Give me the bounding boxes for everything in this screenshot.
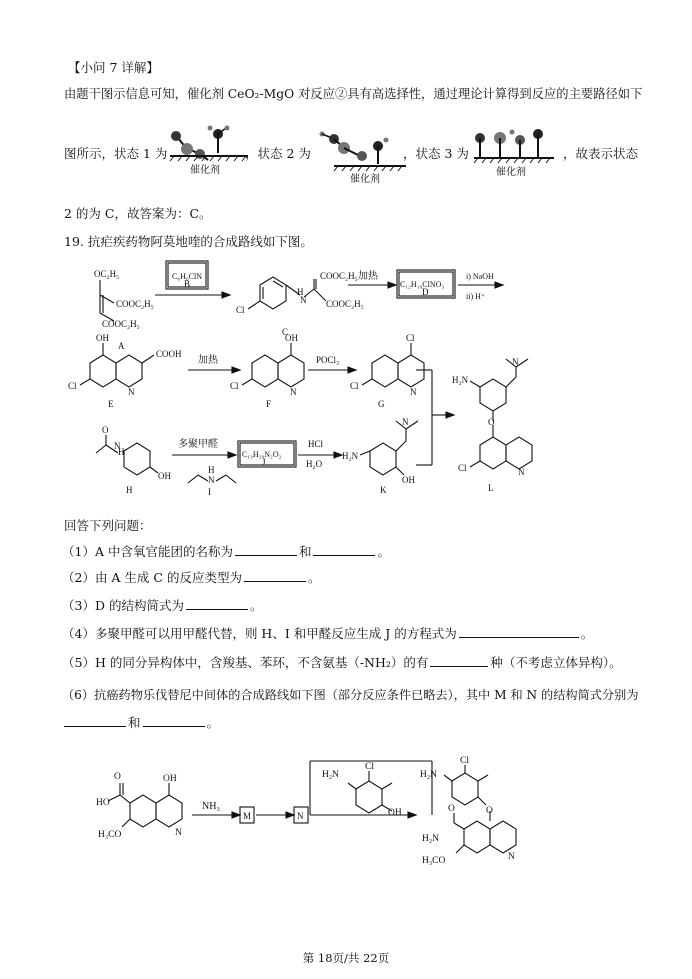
svg-text:N: N bbox=[114, 441, 121, 451]
svg-text:COOC₂H₅: COOC₂H₅ bbox=[320, 271, 358, 281]
answer-line-2a: 图所示，状态 1 为 bbox=[64, 146, 168, 161]
svg-text:COOC₂H₅: COOC₂H₅ bbox=[116, 299, 154, 309]
answer-line-3: 2 的为 C，故答案为：C。 bbox=[64, 206, 212, 221]
svg-text:H₂N: H₂N bbox=[420, 770, 438, 780]
label-K: K bbox=[380, 485, 387, 495]
svg-text:H₂N: H₂N bbox=[452, 375, 469, 385]
question-6-cont: 和 。 bbox=[62, 714, 219, 731]
state-2-image bbox=[314, 122, 406, 184]
label-D: D bbox=[422, 287, 429, 297]
label-B: B bbox=[184, 279, 191, 289]
question-6: （6）抗癌药物乐伐替尼中间体的合成路线如下图（部分反应条件已略去），其中 M 和 N 的结构简式分别为 bbox=[62, 688, 639, 702]
svg-text:O: O bbox=[448, 804, 455, 814]
answer-blank-6b[interactable] bbox=[143, 714, 205, 727]
answer-blank-3[interactable] bbox=[186, 597, 248, 610]
svg-text:H: H bbox=[118, 447, 125, 457]
answer-line-2b: ，状态 2 为 bbox=[245, 146, 311, 161]
question-2: （2）由 A 生成 C 的反应类型为 。 bbox=[62, 570, 321, 585]
svg-text:Cl: Cl bbox=[350, 381, 359, 391]
svg-text:COOC₂H₅: COOC₂H₅ bbox=[326, 299, 364, 309]
label-L: L bbox=[488, 483, 494, 493]
amodiaquine-synthesis-scheme bbox=[0, 255, 692, 515]
reagent-paraform: 多聚甲醛 bbox=[178, 439, 218, 450]
reagent-pocl3: POCl₃ bbox=[316, 355, 340, 365]
answer-blank-1a[interactable] bbox=[235, 543, 297, 556]
svg-text:H₃CO: H₃CO bbox=[422, 856, 446, 866]
label-E: E bbox=[108, 399, 114, 409]
svg-text:N: N bbox=[290, 387, 297, 397]
svg-text:Cl: Cl bbox=[460, 756, 469, 766]
svg-text:N: N bbox=[512, 357, 519, 367]
svg-text:N: N bbox=[300, 295, 307, 305]
svg-text:Cl: Cl bbox=[230, 381, 239, 391]
svg-text:OH: OH bbox=[402, 475, 415, 485]
svg-text:OH: OH bbox=[285, 333, 298, 343]
svg-text:OH: OH bbox=[96, 333, 109, 343]
answer-header: 【小问 7 详解】 bbox=[68, 60, 159, 75]
reagent-D: C₁₂H₁₀ClNO₃ bbox=[400, 280, 445, 289]
svg-text:O: O bbox=[486, 806, 493, 816]
svg-text:H₃CO: H₃CO bbox=[98, 830, 122, 840]
svg-text:H: H bbox=[297, 287, 304, 297]
answer-blank-5[interactable] bbox=[430, 654, 488, 667]
box-N: N bbox=[297, 811, 304, 821]
svg-text:H: H bbox=[208, 465, 215, 475]
question-19-intro: 19. 抗疟疾药物阿莫地喹的合成路线如下图。 bbox=[64, 234, 313, 249]
label-G: G bbox=[378, 399, 385, 409]
question-3: （3）D 的结构简式为 。 bbox=[62, 598, 263, 613]
catalyst-label-1: 催化剂 bbox=[190, 165, 220, 176]
state-1-image bbox=[160, 118, 250, 178]
svg-text:OH: OH bbox=[163, 774, 177, 784]
label-C: C bbox=[282, 327, 289, 337]
reagent-hplus: ii) H⁺ bbox=[466, 292, 486, 301]
svg-text:OH: OH bbox=[158, 471, 171, 481]
answer-blank-2[interactable] bbox=[244, 569, 306, 582]
answer-line-2c: ，状态 3 为 bbox=[403, 146, 469, 161]
question-5: （5）H 的同分异构体中，含羧基、苯环，不含氨基（-NH₂）的有 种（不考虑立体异构）。 bbox=[62, 655, 622, 670]
label-A: A bbox=[118, 341, 125, 351]
page-footer: 第 18页/共 22页 bbox=[302, 951, 390, 965]
answer-blank-4[interactable] bbox=[459, 625, 579, 638]
answer-prompt: 回答下列问题： bbox=[64, 518, 152, 533]
reagent-naoh: i) NaOH bbox=[466, 272, 494, 281]
box-M: M bbox=[243, 811, 252, 821]
svg-text:N: N bbox=[410, 387, 417, 397]
svg-text:Cl: Cl bbox=[68, 381, 77, 391]
label-F: F bbox=[266, 399, 272, 409]
svg-text:O: O bbox=[102, 425, 109, 435]
reagent-hcl: HCl bbox=[308, 439, 324, 449]
answer-line-1: 由题干图示信息可知，催化剂 CeO₂-MgO 对反应②具有高选择性，通过理论计算得到反应的主要路径如下 bbox=[64, 87, 643, 101]
reagent-B: C₆H₆ClN bbox=[172, 272, 203, 281]
svg-text:N: N bbox=[208, 475, 215, 485]
catalyst-label-3: 催化剂 bbox=[496, 167, 526, 178]
question-4: （4）多聚甲醛可以用甲醛代替，则 H、I 和甲醛反应生成 J 的方程式为 。 bbox=[62, 626, 594, 641]
svg-text:N: N bbox=[518, 467, 525, 477]
svg-text:Cl: Cl bbox=[365, 762, 374, 772]
svg-text:COOC₂H₅: COOC₂H₅ bbox=[102, 319, 140, 329]
reagent-nh3: NH₃ bbox=[202, 801, 220, 812]
reagent-J: C₁₃H₂₀N₂O₂ bbox=[242, 450, 282, 459]
reagent-h2o: H₂O bbox=[306, 459, 323, 469]
answer-blank-6a[interactable] bbox=[64, 714, 126, 727]
svg-text:H₂N: H₂N bbox=[422, 834, 440, 844]
svg-text:O: O bbox=[488, 417, 495, 427]
svg-text:OC₂H₅: OC₂H₅ bbox=[94, 269, 120, 279]
svg-text:COOH: COOH bbox=[156, 349, 182, 359]
svg-text:N: N bbox=[128, 387, 135, 397]
reagent-heat-2: 加热 bbox=[198, 355, 218, 366]
svg-text:N: N bbox=[508, 852, 515, 862]
question-1: （1）A 中含氧官能团的名称为 和 。 bbox=[62, 544, 390, 559]
label-H: H bbox=[126, 485, 133, 495]
svg-text:Cl: Cl bbox=[236, 305, 245, 315]
svg-text:H₂N: H₂N bbox=[322, 770, 340, 780]
svg-text:HO: HO bbox=[96, 798, 110, 808]
svg-text:N: N bbox=[402, 417, 409, 427]
reagent-heat-1: 加热 bbox=[358, 271, 378, 282]
svg-text:H₂N: H₂N bbox=[342, 451, 359, 461]
answer-line-2d: ，故表示状态 bbox=[563, 146, 639, 161]
svg-text:Cl: Cl bbox=[406, 333, 415, 343]
lenvatinib-intermediate-scheme bbox=[0, 755, 692, 895]
label-J: J bbox=[262, 457, 266, 467]
svg-text:OH: OH bbox=[388, 808, 402, 818]
svg-text:N: N bbox=[175, 828, 182, 838]
svg-text:O: O bbox=[114, 772, 121, 782]
svg-text:Cl: Cl bbox=[458, 463, 467, 473]
label-I: I bbox=[208, 487, 211, 497]
state-3-image bbox=[470, 120, 562, 180]
catalyst-label-2: 催化剂 bbox=[350, 174, 380, 185]
answer-blank-1b[interactable] bbox=[313, 543, 375, 556]
